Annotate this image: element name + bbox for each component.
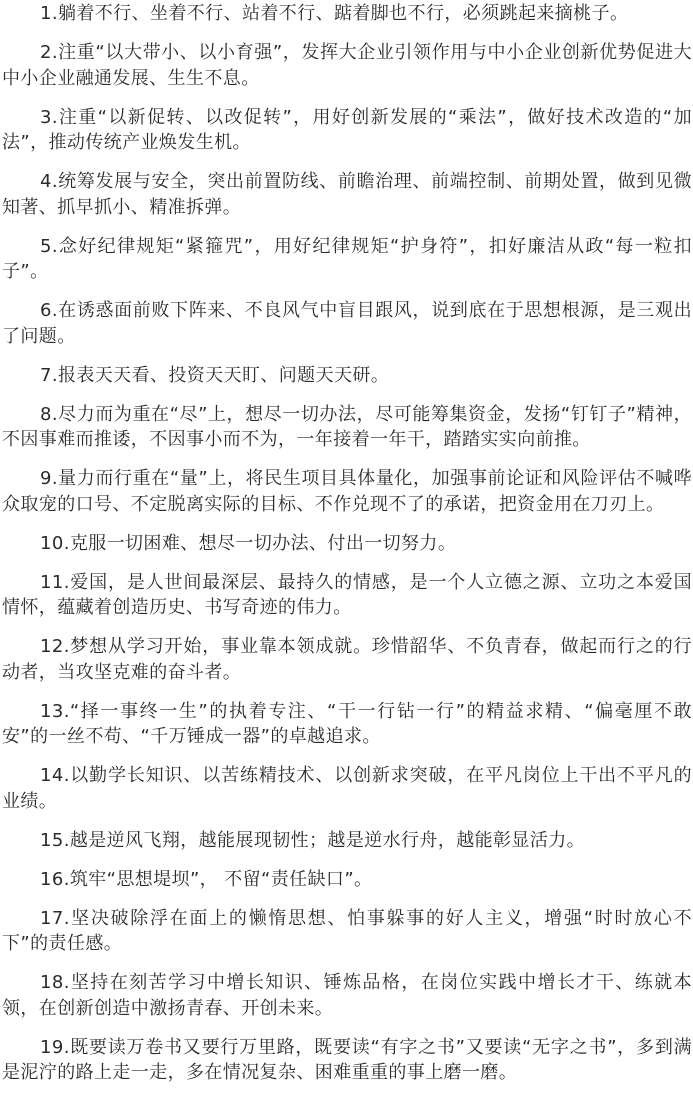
paragraph: 2.注重“以大带小、以小育强”，发挥大企业引领作用与中小企业创新优势促进大中小企业融通发展、生生不息。 <box>2 42 692 89</box>
paragraph: 18.坚持在刻苦学习中增长知识、锤炼品格，在岗位实践中增长才干、练就本领，在创新创造中激扬青春、开创未来。 <box>2 972 692 1019</box>
paragraph: 4.统筹发展与安全，突出前置防线、前瞻治理、前端控制、前期处置，做到见微知著、抓早抓小、精准拆弹。 <box>2 171 692 218</box>
paragraph: 6.在诱惑面前败下阵来、不良风气中盲目跟风，说到底在于思想根源，是三观出了问题。 <box>2 300 692 347</box>
paragraph: 8.尽力而为重在“尽”上，想尽一切办法，尽可能筹集资金，发扬“钉钉子”精神，不因事难而推诿，不因事小而不为，一年接着一年干，踏踏实实向前推。 <box>2 403 692 450</box>
paragraph: 14.以勤学长知识、以苦练精技术、以创新求突破，在平凡岗位上干出不平凡的业绩。 <box>2 765 692 812</box>
paragraph: 11.爱国，是人世间最深层、最持久的情感，是一个人立德之源、立功之本爱国情怀，蕴藏着创造历史、书写奇迹的伟力。 <box>2 571 692 618</box>
paragraph: 16.筑牢“思想堤坝”， 不留“责任缺口”。 <box>40 868 373 890</box>
paragraph: 12.梦想从学习开始，事业靠本领成就。珍惜韶华、不负青春，做起而行之的行动者，当攻坚克难的奋斗者。 <box>2 636 692 683</box>
paragraph: 7.报表天天看、投资天天盯、问题天天研。 <box>40 364 390 386</box>
paragraph: 5.念好纪律规矩“紧箍咒”，用好纪律规矩“护身符”，扣好廉洁从政“每一粒扣子”。 <box>2 235 692 282</box>
paragraph: 13.“择一事终一生”的执着专注、“干一行钻一行”的精益求精、“偏毫厘不敢安”的一丝不苟、“千万锤成一器”的卓越追求。 <box>2 700 692 747</box>
document-body <box>2 0 692 1099</box>
paragraph: 10.克服一切困难、想尽一切办法、付出一切努力。 <box>40 532 457 554</box>
paragraph: 3.注重“以新促转、以改促转”，用好创新发展的“乘法”，做好技术改造的“加法”，推动传统产业焕发生机。 <box>2 106 692 153</box>
paragraph: 17.坚决破除浮在面上的懒惰思想、怕事躲事的好人主义，增强“时时放心不下”的责任感。 <box>2 907 692 954</box>
paragraph: 1.躺着不行、坐着不行、站着不行、踮着脚也不行，必须跳起来摘桃子。 <box>40 3 629 24</box>
paragraph: 9.量力而行重在“量”上，将民生项目具体量化，加强事前论证和风险评估不喊哗众取宠的口号、不定脱离实际的目标、不作兑现不了的承诺，把资金用在刀刃上。 <box>2 468 692 515</box>
paragraph: 19.既要读万卷书又要行万里路，既要读“有字之书”又要读“无字之书”，多到满是泥泞的路上走一走，多在情况复杂、困难重重的事上磨一磨。 <box>2 1036 692 1083</box>
paragraph: 15.越是逆风飞翔，越能展现韧性；越是逆水行舟，越能彰显活力。 <box>40 829 586 851</box>
